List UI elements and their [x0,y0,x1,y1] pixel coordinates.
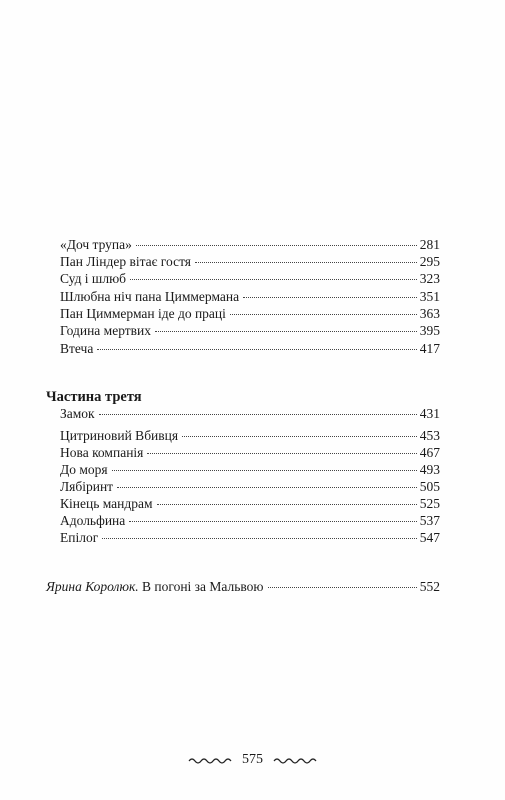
toc-entry [0,444,505,462]
toc-entry [0,288,505,306]
toc-entry-page: 505 [419,479,440,494]
toc-entry-page: 281 [419,237,440,252]
toc-entry-title: Шлюбна ніч пана Циммермана [60,289,240,304]
wave-ornament-icon [188,755,232,765]
dot-leader [182,435,417,437]
toc-entry-title: Пан Циммерман іде до праці [60,306,226,321]
toc-entry [0,495,505,513]
toc-entry-page: 295 [419,254,440,269]
dot-leader [99,413,417,415]
toc-entry [0,461,505,479]
toc-entry-title: Цитриновий Вбивця [60,428,179,443]
page-number: 575 [242,752,263,767]
dot-leader [155,330,417,332]
toc-entry [0,512,505,530]
toc-entry [0,478,505,496]
afterword-author: Ярина Королюк. [46,579,139,594]
toc-entry-title: Лябіринт [60,479,114,494]
dot-leader [129,520,416,522]
part-heading: Частина третя [46,389,142,405]
toc-entry-title: Пан Ліндер вітає гостя [60,254,192,269]
toc-entry-title [46,578,264,596]
toc-entry [0,529,505,547]
toc-entry-page: 537 [419,513,440,528]
toc-entry [0,340,505,358]
wave-ornament-icon [273,755,317,765]
toc-entry [0,253,505,271]
toc-entry-page: 525 [419,496,440,511]
toc-entry-afterword [0,578,505,596]
toc-entry-title: Година мертвих [60,323,152,338]
toc-entry-page: 323 [419,271,440,286]
toc-entry-page: 395 [419,323,440,338]
toc-entry-page: 363 [419,306,440,321]
toc-entry-page: 467 [419,445,440,460]
dot-leader [112,469,417,471]
toc-entry-title: Суд і шлюб [60,271,127,286]
toc-entry [0,405,505,423]
dot-leader [102,537,417,539]
dot-leader [157,503,417,505]
toc-entry [0,322,505,340]
dot-leader [130,278,417,280]
dot-leader [243,296,417,298]
dot-leader [268,586,417,588]
toc-entry-page: 351 [419,289,440,304]
page-footer [0,750,505,770]
toc-entry [0,427,505,445]
toc-entry-title: Втеча [60,341,94,356]
dot-leader [147,452,416,454]
dot-leader [97,348,416,350]
toc-entry-page: 417 [419,341,440,356]
dot-leader [195,261,417,263]
toc-entry-title: Кінець мандрам [60,496,153,511]
toc-entry-title: Адольфина [60,513,126,528]
toc-entry [0,305,505,323]
toc-entry-title: Епілог [60,530,99,545]
dot-leader [136,244,417,246]
toc-entry-title: Нова компанія [60,445,144,460]
toc-entry-page: 547 [419,530,440,545]
toc-entry-title: До моря [60,462,108,477]
toc-entry-page: 552 [419,579,440,594]
toc-entry-page: 453 [419,428,440,443]
toc-entry-page: 431 [419,406,440,421]
afterword-title: В погоні за Мальвою [138,579,264,594]
toc-entry [0,236,505,254]
dot-leader [117,486,417,488]
dot-leader [230,313,417,315]
toc-entry-page: 493 [419,462,440,477]
toc-entry [0,270,505,288]
toc-entry-title: «Доч трупа» [60,237,132,252]
toc-entry-title: Замок [60,406,95,421]
